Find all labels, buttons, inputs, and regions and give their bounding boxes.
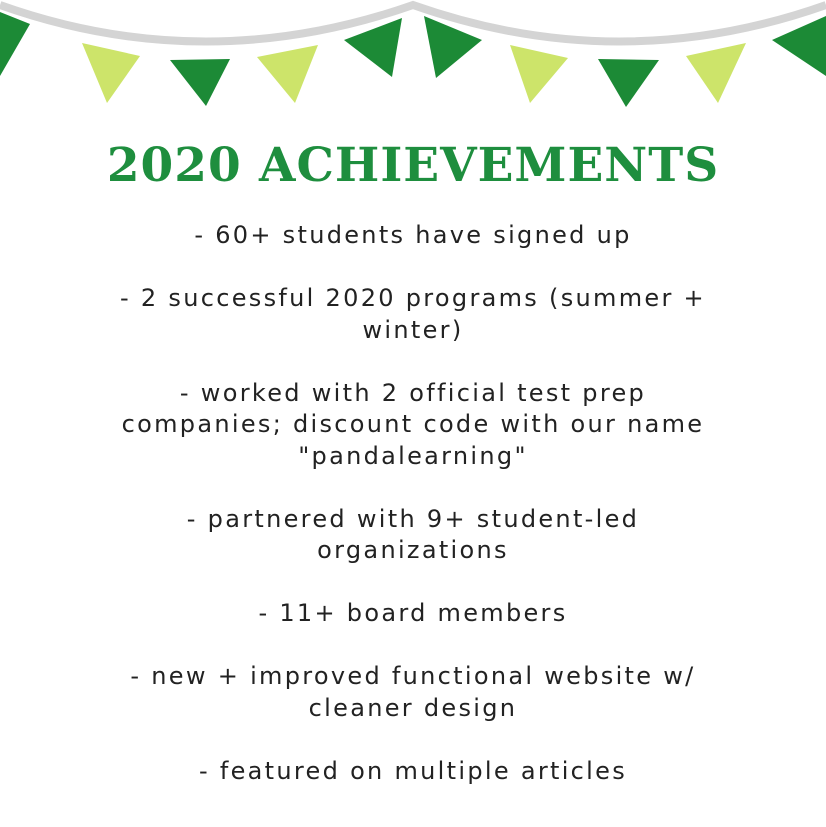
achievement-item: - worked with 2 official test prep companies; discount code with our name "pandalearning"	[121, 378, 705, 470]
pennant-dark-green	[0, 12, 30, 76]
achievements-list	[113, 220, 713, 787]
achievement-item: - featured on multiple articles	[198, 756, 628, 785]
pennant-light-green	[686, 43, 746, 103]
achievement-item: - 11+ board members	[258, 599, 568, 627]
achievement-item: - 60+ students have signed up	[194, 221, 632, 249]
pennant-light-green	[82, 43, 140, 103]
pennant-light-green	[510, 45, 568, 103]
bunting-banner	[0, 0, 826, 120]
bunting-string	[0, 5, 826, 42]
achievement-item: - partnered with 9+ student-led organizations	[186, 504, 640, 564]
pennant-dark-green	[772, 16, 826, 76]
pennant-light-green	[257, 45, 318, 103]
pennant-dark-green	[598, 59, 659, 107]
achievement-item: - 2 successful 2020 programs (summer + winter)	[120, 284, 706, 344]
pennant-dark-green	[170, 59, 230, 106]
page-title: 2020 ACHIEVEMENTS	[106, 138, 720, 193]
achievement-item: - new + improved functional website w/ cleaner design	[130, 662, 696, 722]
